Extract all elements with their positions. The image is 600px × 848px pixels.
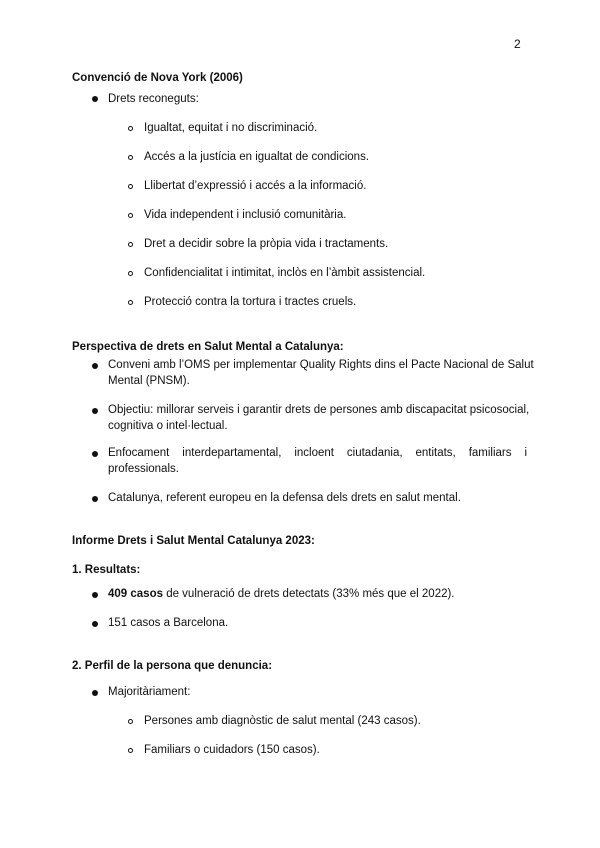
- sub-list-item: Igualtat, equitat i no discriminació.: [144, 122, 318, 134]
- subheading-resultats: 1. Resultats:: [72, 564, 141, 576]
- circle-bullet-icon: [128, 748, 133, 753]
- list-item-line: Mental (PNSM).: [108, 375, 190, 387]
- list-item-line: Objectiu: millorar serveis i garantir drets de persones amb discapacitat psicosocial,: [108, 404, 530, 416]
- list-item-line: Conveni amb l’OMS per implementar Quality Rights dins el Pacte Nacional de Salut: [108, 359, 534, 371]
- sub-list-item: Familiars o cuidadors (150 casos).: [144, 744, 320, 756]
- circle-bullet-icon: [128, 271, 133, 276]
- section-heading-convencio: Convenció de Nova York (2006): [72, 72, 243, 84]
- circle-bullet-icon: [128, 719, 133, 724]
- list-item: [108, 586, 455, 602]
- sub-list-item: Protecció contra la tortura i tractes cruels.: [144, 296, 357, 308]
- bullet-icon: [92, 363, 98, 369]
- circle-bullet-icon: [128, 184, 133, 189]
- list-item-line: cognitiva o intel·lectual.: [108, 420, 228, 432]
- circle-bullet-icon: [128, 126, 133, 131]
- bullet-icon: [92, 408, 98, 414]
- case-description: de vulneració de drets detectats (33% més que el 2022).: [163, 588, 455, 600]
- sub-list-item: Accés a la justícia en igualtat de condicions.: [144, 151, 370, 163]
- list-item: 151 casos a Barcelona.: [108, 617, 229, 629]
- sub-list-item: Confidencialitat i intimitat, inclòs en l’àmbit assistencial.: [144, 267, 426, 279]
- circle-bullet-icon: [128, 213, 133, 218]
- bullet-icon: [92, 621, 98, 627]
- subheading-perfil: 2. Perfil de la persona que denuncia:: [72, 660, 273, 672]
- bullet-icon: [92, 496, 98, 502]
- page-number: 2: [514, 37, 521, 51]
- list-item-line: Catalunya, referent europeu en la defensa dels drets en salut mental.: [108, 492, 461, 504]
- bullet-icon: [92, 451, 98, 457]
- list-item-line: Enfocament interdepartamental, incloent ciutadania, entitats, familiars i: [108, 447, 527, 459]
- sub-list-item: Llibertat d’expressió i accés a la informació.: [144, 180, 367, 192]
- list-item: Drets reconeguts:: [108, 93, 199, 105]
- circle-bullet-icon: [128, 155, 133, 160]
- list-item: Majoritàriament:: [108, 686, 191, 698]
- sub-list-item: Vida independent i inclusió comunitària.: [144, 209, 347, 221]
- circle-bullet-icon: [128, 242, 133, 247]
- bullet-icon: [92, 96, 98, 102]
- bullet-icon: [92, 690, 98, 696]
- case-count: 409 casos: [108, 588, 163, 600]
- list-item-line: professionals.: [108, 463, 179, 475]
- section-heading-perspectiva: Perspectiva de drets en Salut Mental a Catalunya:: [72, 341, 344, 353]
- sub-list-item: Persones amb diagnòstic de salut mental (243 casos).: [144, 715, 421, 727]
- bullet-icon: [92, 592, 98, 598]
- circle-bullet-icon: [128, 300, 133, 305]
- section-heading-informe: Informe Drets i Salut Mental Catalunya 2023:: [72, 535, 315, 547]
- sub-list-item: Dret a decidir sobre la pròpia vida i tractaments.: [144, 238, 389, 250]
